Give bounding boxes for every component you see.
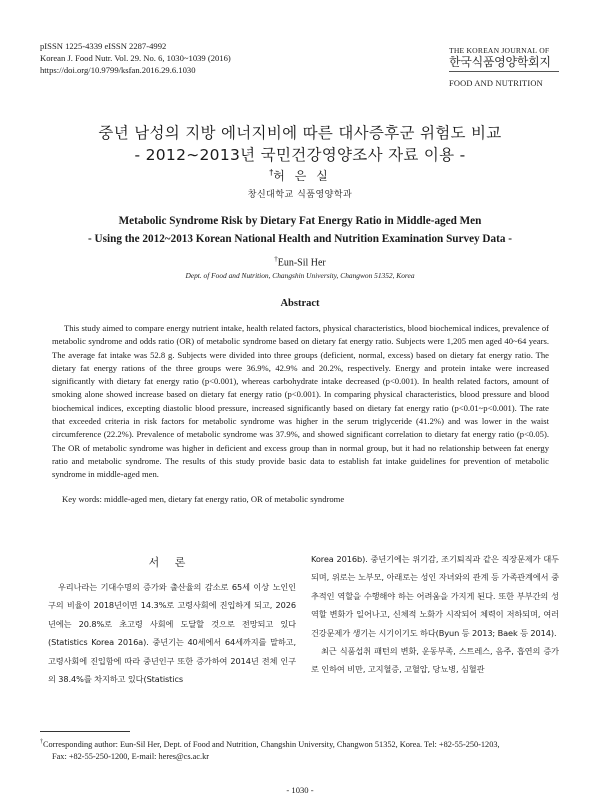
- footnote-mark: †: [40, 739, 43, 745]
- citation-line: Korean J. Food Nutr. Vol. 29. No. 6, 1030~1039 (2016): [40, 53, 231, 63]
- section-heading-introduction: 서 론: [148, 556, 192, 569]
- issn-line: pISSN 1225-4339 eISSN 2287-4992: [40, 41, 167, 51]
- intro-paragraph-1: 우리나라는 기대수명의 증가와 출산율의 감소로 65세 이상 노인인구의 비율이 2018년이면 14.3%로 고령사회에 진입하게 되고, 2026년에는 20.8%로 초고령 사회에 도달할 것으로 전망되고 있다(Statistics Korea 2016a). 중년기는 40세에서 64세까지를 말하고, 고령사회에 진입함에 따라 중년인구 또한 증가하여 2014년 전체 인구의 38.4%를 차지하고 있다(Statistics: [48, 582, 296, 685]
- author-korean-name: 허 은 실: [273, 169, 331, 183]
- title-korean-main: 중년 남성의 지방 에너지비에 따른 대사증후군 위험도 비교: [98, 124, 502, 142]
- keywords: Key words: middle-aged men, dietary fat energy ratio, OR of metabolic syndrome: [62, 494, 345, 504]
- title-english-main: Metabolic Syndrome Risk by Dietary Fat Energy Ratio in Middle-aged Men: [118, 215, 482, 227]
- footnote-line-1: [40, 736, 565, 751]
- author-english: [0, 255, 600, 268]
- footnote-divider: [40, 731, 130, 732]
- intro-paragraph-2: 최근 식품섭취 패턴의 변화, 운동부족, 스트레스, 음주, 흡연의 증가로 인하여 비만, 고지혈증, 고혈압, 당뇨병, 심혈관: [311, 646, 559, 675]
- footnote-text-2: Fax: +82-55-250-1200, E-mail: heres@cs.ac.kr: [52, 752, 210, 762]
- title-english-subtitle: - Using the 2012~2013 Korean National Health and Nutrition Examination Survey Data -: [88, 233, 512, 245]
- title-korean-subtitle: - 2012∼2013년 국민건강영양조사 자료 이용 -: [134, 146, 466, 164]
- journal-name-en-bottom: FOOD AND NUTRITION: [449, 79, 543, 88]
- abstract-heading: Abstract: [280, 298, 320, 309]
- footnote-text-1: Corresponding author: Eun-Sil Her, Dept. of Food and Nutrition, Changshin University, Changwon 51352, Korea. Tel: +82-55-250-1203,: [43, 739, 500, 749]
- intro-paragraph-1-continued: Korea 2016b). 중년기에는 위기감, 조기퇴직과 같은 직장문제가 대두되며, 위로는 노부모, 아래로는 성인 자녀와의 관계 등 가족관계에서 중추적인 역할을 수행해야 하는 어려움을 가지게 된다. 또한 부부간의 성역할 변화가 일어나고, 신체적 노화가 시작되어 체력이 저하되며, 여러 건강문제가 생기는 시기이기도 하다(Byun 등 2013; Baek 등 2014).: [311, 554, 559, 638]
- author-mark-en: †: [274, 255, 278, 263]
- author-english-name: Eun-Sil Her: [277, 257, 326, 269]
- journal-name-kr: 한국식품영양학회지: [449, 55, 551, 69]
- corresponding-author-footnote: [40, 736, 565, 764]
- journal-header-info: [40, 40, 231, 76]
- author-korean: [0, 167, 600, 184]
- page-number: - 1030 -: [286, 785, 314, 795]
- abstract-body: This study aimed to compare energy nutrient intake, health related factors, physical characteristics, blood biochemical indices, prevalence of metabolic syndrome and odds ratio (OR) of metabolic syndrome based on dietary fat energy ratio. Subjects were 1,205 men aged 40~64 years. The average fat intake was 52.8 g. Subjects were divided into three groups (deficient, normal, excess) based on dietary fat energy ratio. The dietary fat energy rations of the three groups were 36.9%, 42.9% and 20.2%, respectively. Energy and protein intake were increased significantly with dietary fat energy ratio (p<0.001), whereas carbohydrate intake decreased (p<0.001). In health related factors, amount of smoking alone showed increase based on dietary fat energy ratio (p<0.001). In comparing physical characteristics, blood pressure and blood biochemical indices, excepting diastolic blood pressure, increased significantly based on dietary fat energy ratio (p<0.01~p<0.001). The rate that exceeded criteria in risk factors for metabolic syndrome was higher in the serum triglyceride (41.2%) and was lower in the waist circumference (22.2%). Prevalence of metabolic syndrome was 37.9%, and showed significant correlation to dietary fat energy ratio (p<0.05). The OR of metabolic syndrome was higher in deficient and excess group than in normal group, but it had no relationship between fat energy ratio and metabolic syndrome. The results of this study provide basic data to establish fat intake guidelines for prevention of metabolic syndrome in middle-aged men.: [52, 323, 549, 480]
- journal-name-en-top: THE KOREAN JOURNAL OF: [449, 46, 550, 55]
- affiliation-korean: 창신대학교 식품영양학과: [247, 190, 353, 200]
- author-mark: †: [269, 168, 274, 177]
- left-column: [48, 578, 296, 688]
- doi-link[interactable]: https://doi.org/10.9799/ksfan.2016.29.6.1030: [40, 65, 196, 75]
- right-column: [311, 550, 559, 679]
- affiliation-english: Dept. of Food and Nutrition, Changshin University, Changwon 51352, Korea: [185, 271, 415, 280]
- journal-logo-block: [449, 46, 564, 91]
- journal-divider: [449, 71, 559, 72]
